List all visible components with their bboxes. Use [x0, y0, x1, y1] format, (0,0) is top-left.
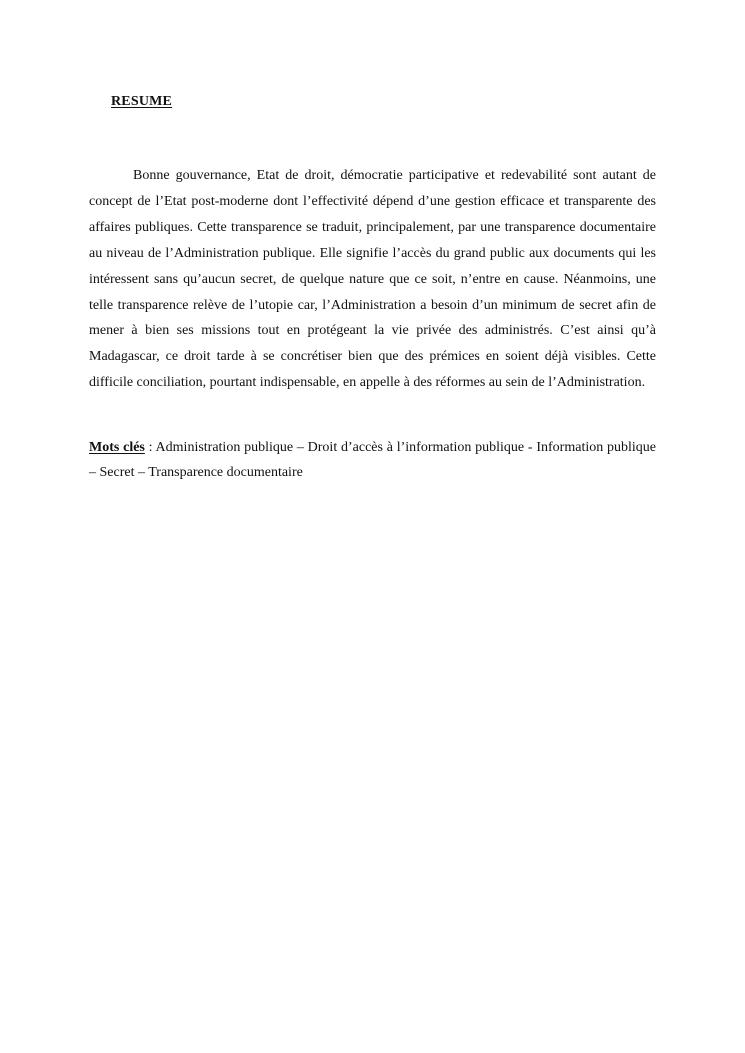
keywords-paragraph: [89, 435, 656, 485]
abstract-paragraph: Bonne gouvernance, Etat de droit, démocratie participative et redevabilité sont autant de concept de l’Etat post-moderne dont l’effectivité dépend d’une gestion efficace et transparente des affaires publiques. Cette transparence se traduit, principalement, par une transparence documentaire au niveau de l’Administration publique. Elle signifie l’accès du grand public aux documents qui les intéressent sans qu’aucun secret, de quelque nature que ce soit, n’entre en cause. Néanmoins, une telle transparence relève de l’utopie car, l’Administration a besoin d’un minimum de secret afin de mener à bien ses missions tout en protégeant la vie privée des administrés. C’est ainsi qu’à Madagascar, ce droit tarde à se concrétiser bien que des prémices en soient déjà visibles. Cette difficile conciliation, pourtant indispensable, en appelle à des réformes au sein de l’Administration.: [89, 168, 656, 391]
keywords-label: Mots clés: [89, 440, 145, 455]
keywords-text: : Administration publique – Droit d’accès à l’information publique - Information publique – Secret – Transparence documentaire: [89, 440, 657, 480]
abstract-heading: RESUME: [111, 94, 173, 109]
